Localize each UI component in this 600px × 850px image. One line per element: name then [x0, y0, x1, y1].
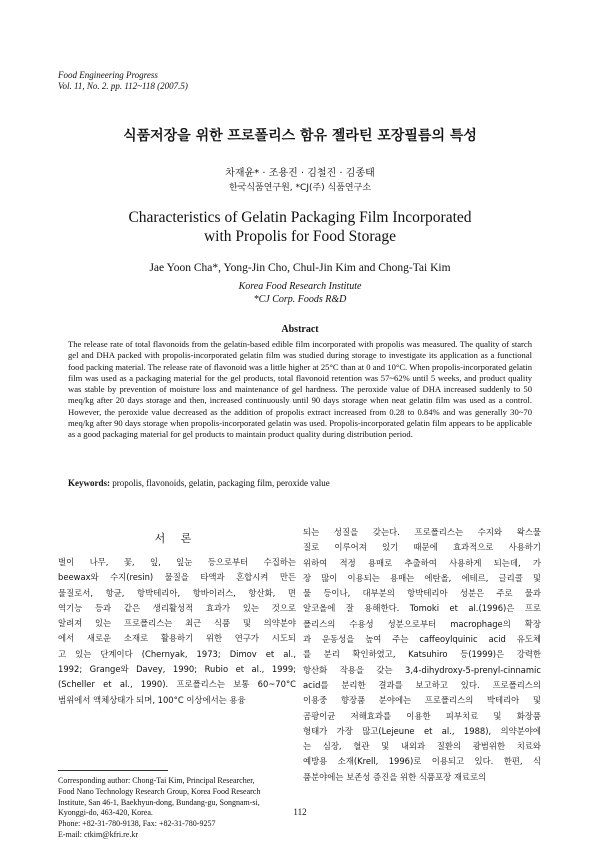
body-line: 1992; Grange와 Davey, 1990; Rubio et al., 1999;: [58, 664, 296, 675]
body-line: 과 운동성을 높여 주는 caffeoylquinic acid 유도체: [303, 634, 541, 645]
body-line: 질로 이루어져 있기 때문에 효과적으로 사용하기: [303, 542, 541, 553]
body-line: 알코올에 잘 용해한다. Tomoki et al.(1996)은 프로: [303, 603, 541, 614]
page-number: 112: [293, 807, 307, 817]
body-line: 위하여 적정 용매로 추출하여 사용하게 되는데, 가: [303, 557, 541, 568]
section-heading-introduction: 서 론: [154, 532, 198, 545]
body-line: 를 분리 확인하였고, Katsuhiro 등(1999)은 강력한: [303, 649, 541, 660]
body-line: 물질로서, 항균, 항박테리아, 항바이러스, 항산화, 면: [58, 587, 296, 598]
body-line: 형태가 가장 많고(Lejeune et al., 1988), 의약분야에: [303, 725, 541, 736]
english-affiliation: [0, 280, 600, 306]
keywords-label: Keywords:: [68, 478, 110, 488]
footnote-line: Corresponding author: Chong-Tai Kim, Principal Researcher,: [58, 776, 255, 785]
english-title-line: with Propolis for Food Storage: [203, 228, 397, 245]
footnote-line: Kyonggi-do, 463-420, Korea.: [58, 808, 153, 818]
body-line: 벌이 나무, 꽃, 잎, 잎눈 등으로부터 수집하는: [58, 557, 296, 567]
footnote-line: Food Nano Technology Research Group, Korea Food Research: [58, 786, 261, 796]
body-line: 품분야에는 보존성 증진을 위한 식품포장 재료로의: [303, 771, 487, 782]
body-line: 예방용 소재(Krell, 1996)로 이용되고 있다. 한편, 식: [303, 756, 541, 767]
body-line: 항산화 작용을 갖는 3,4-dihydroxy-5-prenyl-cinnamic: [303, 664, 541, 675]
journal-name: Food Engineering Progress: [58, 70, 158, 80]
body-line: 에서 새로운 소재로 활용하기 위한 연구가 시도되: [58, 633, 296, 644]
body-line: 역기능 등과 같은 생리활성적 효과가 있는 것으로: [58, 602, 296, 613]
body-line: 고 있는 단계이다 (Chernyak, 1973; Dimov et al.,: [58, 648, 296, 659]
journal-volume: Vol. 11, No. 2. pp. 112~118 (2007.5): [58, 81, 188, 91]
footnote-divider: [58, 770, 168, 771]
body-line: 물 등이나, 대부분의 항박테리아 성분은 주로 물과: [303, 588, 541, 599]
footnote-line: Phone: +82-31-780-9138, Fax: +82-31-780-9257: [58, 819, 216, 829]
body-line: 되는 성질을 갖는다. 프로폴리스는 수지와 왁스물: [303, 527, 541, 537]
body-line: 이용중 향장품 분야에는 프로폴리스의 박테리아 및: [303, 695, 541, 706]
english-title: [0, 208, 600, 246]
korean-affiliation: 한국식품연구원, *CJ(주) 식품연구소: [228, 183, 372, 193]
body-column-right: [303, 525, 541, 785]
english-affiliation-line: Korea Food Research Institute: [238, 281, 362, 292]
body-line: 범위에서 액체상태가 되며, 100°C 이상에서는 용융: [58, 694, 246, 705]
english-authors: Jae Yoon Cha*, Yong-Jin Cho, Chul-Jin Kim and Chong-Tai Kim: [149, 262, 451, 274]
body-line: 폴리스의 수용성 성분으로부터 macrophage의 확장: [303, 618, 541, 629]
body-column-left: [58, 555, 296, 708]
journal-header: [58, 70, 358, 92]
keywords-text: propolis, flavonoids, gelatin, packaging film, peroxide value: [112, 478, 330, 488]
body-line: 장 많이 이용되는 용매는 에탄올, 에테르, 글리콜 및: [303, 572, 541, 583]
english-title-line: Characteristics of Gelatin Packaging Film Incorporated: [128, 209, 472, 226]
body-line: beewax와 수지(resin) 물질을 타액과 혼합시켜 만든: [58, 572, 296, 583]
footnote-line: Institute, San 46-1, Baekhyun-dong, Bundang-gu, Songnam-si,: [58, 797, 260, 807]
english-affiliation-line: *CJ Corp. Foods R&D: [253, 294, 347, 305]
body-line: 알려져 있는 프로폴리스는 최근 식품 및 의약분야: [58, 618, 296, 629]
abstract-text: The release rate of total flavonoids from the gelatin-based edible film incorporated with propolis was measured. The quality of starch gel and DHA packed with propolis-incorporated gelatin film was studied during storage to investigate its application as a functional food packing material. The release rate of flavonoid was a little higher at 25°C than at 0 and 10°C. When propolis-incorporated gelatin film was used as a packaging material for the gel products, total flavonoid retention was 57~62% until 5 weeks, and product quality was stable by prevention of moisture loss and maintenance of gel hardness. The peroxide value of DHA increased suddenly to 50 meq/kg after 20 days storage and then, increased continuously until 90 days storage when neat gelatin film was used as a control. However, the peroxide value decreased as the addition of propolis extract increased from 0.28 to 0.84% and was generally 30~70 meq/kg after 90 days storage when propolis-incorporated gelatin was used. Propolis-incorporated gelatin film appears to be applicable as a good packaging material for gel products to maintain product quality during distribution period.: [68, 339, 532, 440]
body-line: 는 심장, 혈관 및 내외과 질환의 광범위한 치료와: [303, 741, 541, 752]
footnote-line: E-mail: ctkim@kfri.re.kr: [58, 829, 139, 839]
body-line: acid를 분리한 결과를 보고하고 있다. 프로폴리스의: [303, 679, 541, 690]
korean-authors: 차재윤* · 조용진 · 김철진 · 김종태: [225, 168, 375, 179]
body-line: 곰팡이균 저해효과를 이용한 피부치료 및 화장품: [303, 710, 541, 721]
body-line: (Scheller et al., 1990). 프로폴리스는 보통 60~70°C: [58, 679, 296, 690]
abstract-heading: Abstract: [281, 324, 319, 335]
korean-title: 식품저장을 위한 프로폴리스 함유 젤라틴 포장필름의 특성: [123, 128, 477, 144]
keywords: [68, 478, 532, 488]
